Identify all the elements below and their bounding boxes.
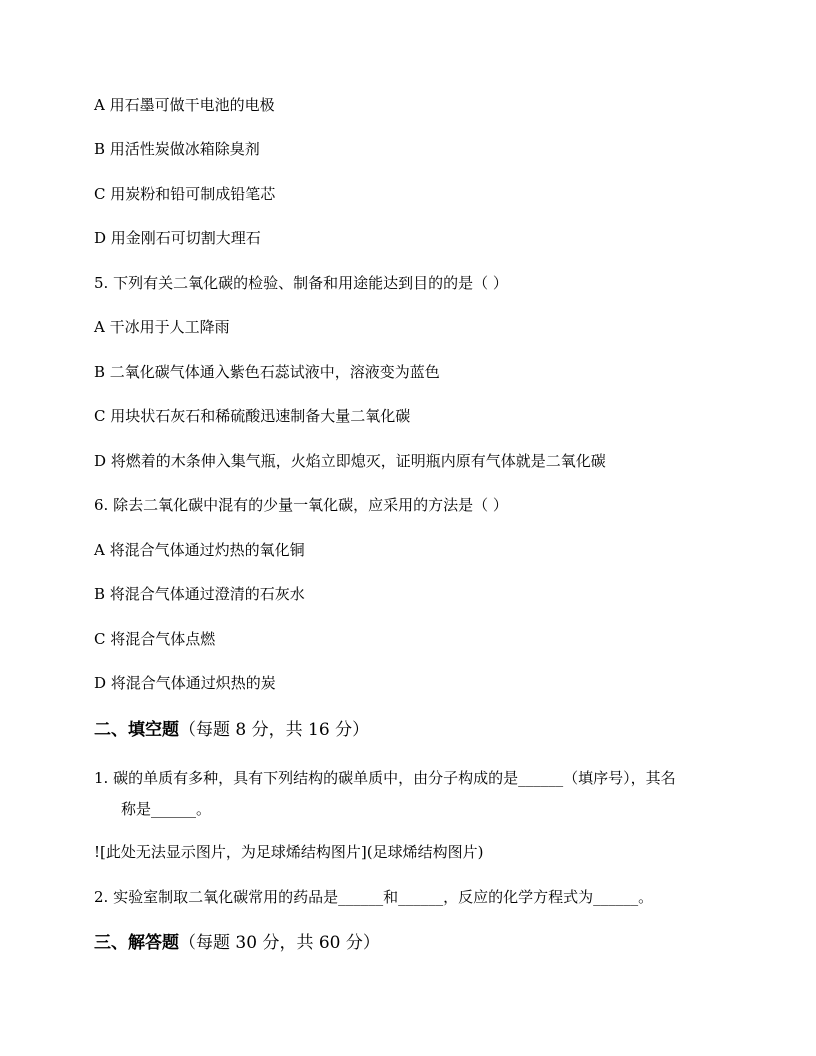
q4-option-d: D 用金刚石可切割大理石 xyxy=(94,229,261,247)
fill-question-1-line-2: 称是______。 xyxy=(121,800,212,818)
q5-option-a: A 干冰用于人工降雨 xyxy=(94,318,230,336)
q6-option-c: C 将混合气体点燃 xyxy=(94,630,216,648)
section-2-note: （每题 8 分，共 16 分） xyxy=(179,720,370,740)
q6-stem: 6. 除去二氧化碳中混有的少量一氧化碳，应采用的方法是（ ） xyxy=(94,496,508,514)
fill-question-2: 2. 实验室制取二氧化碳常用的药品是______和______，反应的化学方程式为______。 xyxy=(94,888,654,906)
fill-question-1-line-1: 1. 碳的单质有多种，具有下列结构的碳单质中，由分子构成的是______（填序号），其名 xyxy=(94,769,676,787)
section-3-note: （每题 30 分，共 60 分） xyxy=(179,933,380,953)
section-3-heading xyxy=(94,932,380,954)
section-3-title: 三、解答题 xyxy=(94,933,179,953)
q5-option-b: B 二氧化碳气体通入紫色石蕊试液中，溶液变为蓝色 xyxy=(94,363,440,381)
section-2-title: 二、填空题 xyxy=(94,720,179,740)
missing-image-placeholder: ![此处无法显示图片，为足球烯结构图片](足球烯结构图片) xyxy=(94,843,484,861)
section-2-heading xyxy=(94,719,369,741)
q6-option-b: B 将混合气体通过澄清的石灰水 xyxy=(94,585,305,603)
q4-option-b: B 用活性炭做冰箱除臭剂 xyxy=(94,140,260,158)
q5-option-c: C 用块状石灰石和稀硫酸迅速制备大量二氧化碳 xyxy=(94,407,411,425)
q6-option-d: D 将混合气体通过炽热的炭 xyxy=(94,674,276,692)
q4-option-a: A 用石墨可做干电池的电极 xyxy=(94,96,275,114)
q5-stem: 5. 下列有关二氧化碳的检验、制备和用途能达到目的的是（ ） xyxy=(94,274,508,292)
q6-option-a: A 将混合气体通过灼热的氧化铜 xyxy=(94,541,305,559)
q4-option-c: C 用炭粉和铅可制成铅笔芯 xyxy=(94,185,276,203)
q5-option-d: D 将燃着的木条伸入集气瓶，火焰立即熄灭，证明瓶内原有气体就是二氧化碳 xyxy=(94,452,606,470)
